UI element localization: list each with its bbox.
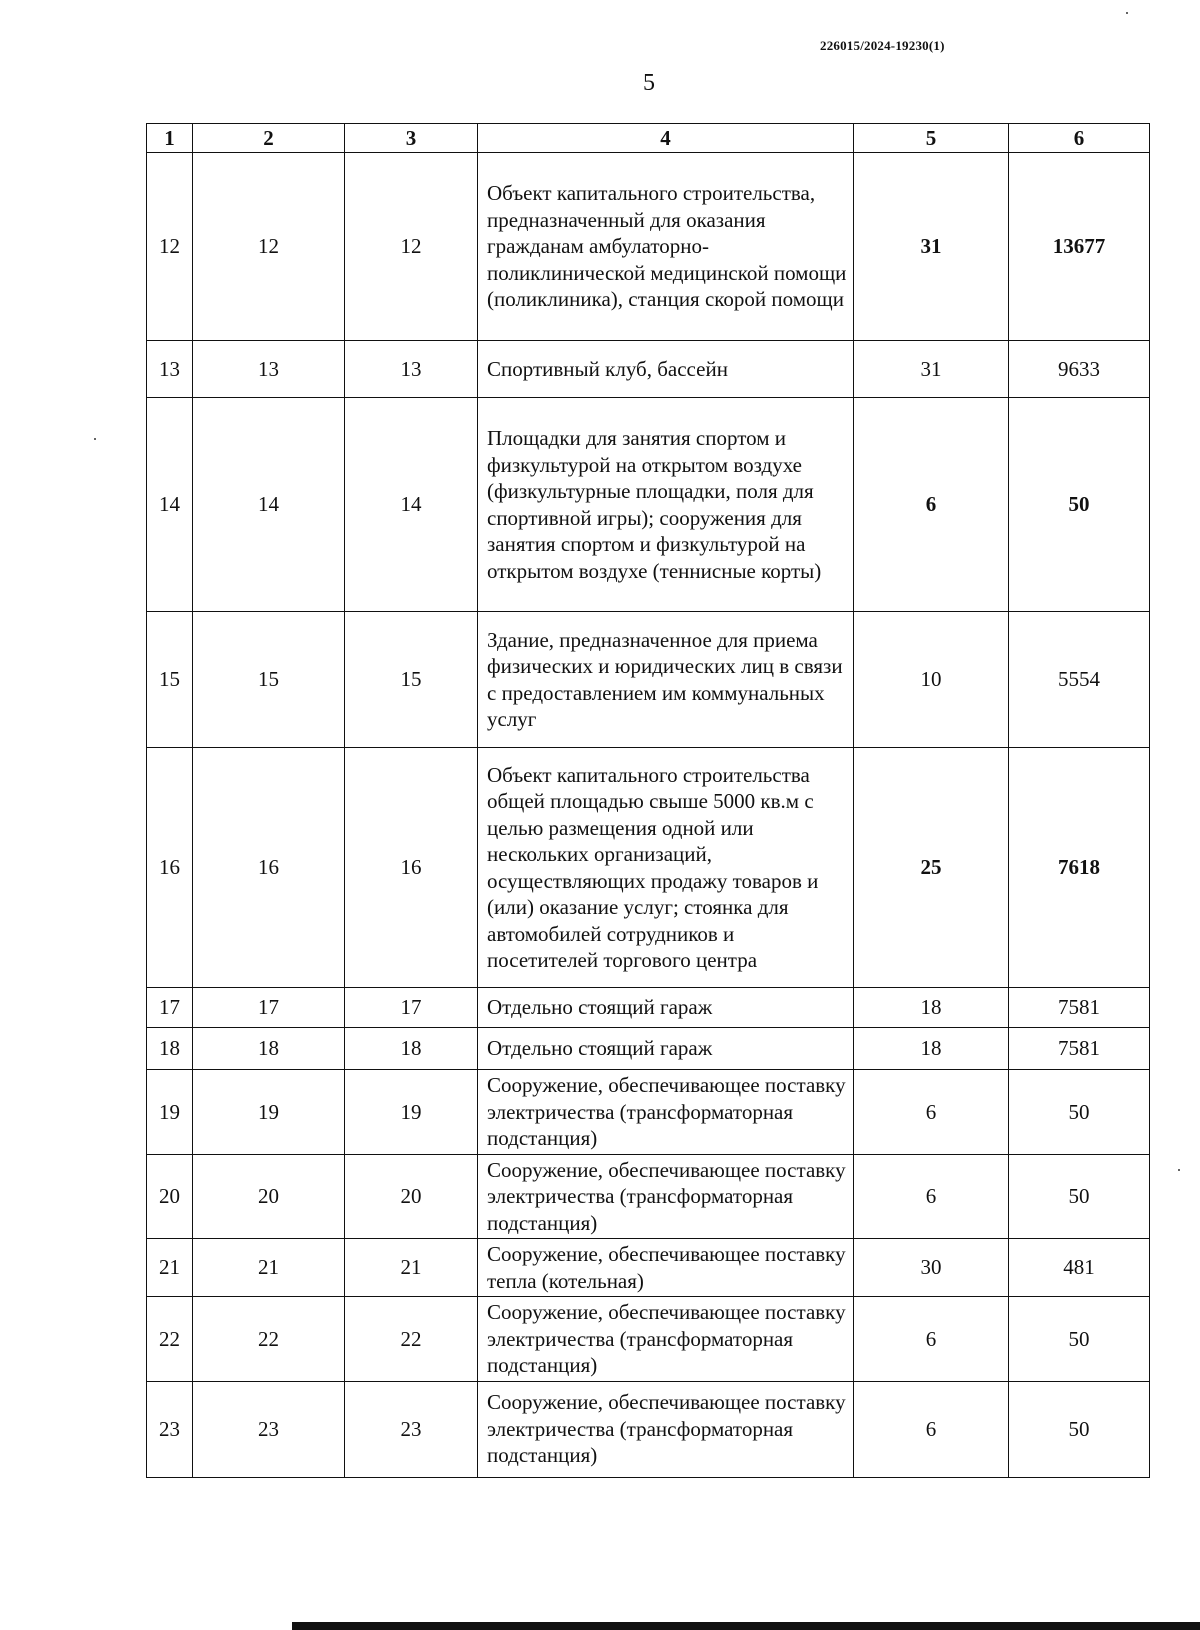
cell-c2: 18 xyxy=(193,1028,345,1070)
cell-c6: 50 xyxy=(1009,398,1150,612)
cell-c3: 13 xyxy=(345,341,478,398)
table-row xyxy=(147,1070,1150,1155)
cell-c3: 18 xyxy=(345,1028,478,1070)
header-col-2: 2 xyxy=(193,124,345,153)
cell-c1: 18 xyxy=(147,1028,193,1070)
cell-c2: 13 xyxy=(193,341,345,398)
cell-c2: 21 xyxy=(193,1239,345,1297)
cell-c3: 22 xyxy=(345,1297,478,1382)
cell-c5: 6 xyxy=(854,1297,1009,1382)
cell-c6: 5554 xyxy=(1009,612,1150,748)
cell-c1: 14 xyxy=(147,398,193,612)
cell-description: Объект капитального строительства, предназначенный для оказания гражданам амбулаторно-поликлинической медицинской помощи (поликлиника), станция скорой помощи xyxy=(478,153,854,341)
cell-c1: 20 xyxy=(147,1154,193,1239)
cell-description: Отдельно стоящий гараж xyxy=(478,988,854,1028)
table-row xyxy=(147,748,1150,988)
cell-c5: 18 xyxy=(854,1028,1009,1070)
cell-c2: 20 xyxy=(193,1154,345,1239)
header-col-5: 5 xyxy=(854,124,1009,153)
cell-c3: 23 xyxy=(345,1381,478,1477)
cell-c3: 21 xyxy=(345,1239,478,1297)
cell-c6: 7581 xyxy=(1009,1028,1150,1070)
table-header-row xyxy=(147,124,1150,153)
cell-c6: 7581 xyxy=(1009,988,1150,1028)
cell-c2: 15 xyxy=(193,612,345,748)
cell-c1: 21 xyxy=(147,1239,193,1297)
cell-c6: 50 xyxy=(1009,1070,1150,1155)
cell-c1: 15 xyxy=(147,612,193,748)
cell-c1: 22 xyxy=(147,1297,193,1382)
cell-c5: 31 xyxy=(854,341,1009,398)
cell-c6: 481 xyxy=(1009,1239,1150,1297)
cell-c2: 16 xyxy=(193,748,345,988)
cell-c2: 12 xyxy=(193,153,345,341)
cell-c3: 17 xyxy=(345,988,478,1028)
table-row xyxy=(147,1239,1150,1297)
cell-c5: 30 xyxy=(854,1239,1009,1297)
cell-c1: 13 xyxy=(147,341,193,398)
scan-speck xyxy=(1126,12,1128,14)
cell-c1: 19 xyxy=(147,1070,193,1155)
cell-description: Спортивный клуб, бассейн xyxy=(478,341,854,398)
table-row xyxy=(147,1381,1150,1477)
cell-c5: 18 xyxy=(854,988,1009,1028)
cell-c3: 16 xyxy=(345,748,478,988)
table-row xyxy=(147,1028,1150,1070)
cell-description: Здание, предназначенное для приема физических и юридических лиц в связи с предоставлением им коммунальных услуг xyxy=(478,612,854,748)
table-row xyxy=(147,398,1150,612)
page-number: 5 xyxy=(643,70,655,96)
cell-c6: 7618 xyxy=(1009,748,1150,988)
cell-c5: 6 xyxy=(854,1070,1009,1155)
header-col-1: 1 xyxy=(147,124,193,153)
cell-c3: 12 xyxy=(345,153,478,341)
cell-c1: 16 xyxy=(147,748,193,988)
cell-c5: 6 xyxy=(854,398,1009,612)
table-row xyxy=(147,1154,1150,1239)
cell-description: Сооружение, обеспечивающее поставку тепла (котельная) xyxy=(478,1239,854,1297)
table-row xyxy=(147,612,1150,748)
header-col-4: 4 xyxy=(478,124,854,153)
data-table xyxy=(146,123,1150,1478)
cell-c3: 19 xyxy=(345,1070,478,1155)
cell-c5: 25 xyxy=(854,748,1009,988)
cell-description: Площадки для занятия спортом и физкультурой на открытом воздухе (физкультурные площадки, поля для спортивной игры); сооружения для занятия спортом и физкультурой на открытом воздухе (теннисные корты) xyxy=(478,398,854,612)
cell-c1: 17 xyxy=(147,988,193,1028)
cell-c2: 19 xyxy=(193,1070,345,1155)
cell-c5: 31 xyxy=(854,153,1009,341)
cell-c6: 50 xyxy=(1009,1381,1150,1477)
header-col-3: 3 xyxy=(345,124,478,153)
scan-edge-line xyxy=(292,1622,1200,1630)
cell-c2: 22 xyxy=(193,1297,345,1382)
table-row xyxy=(147,988,1150,1028)
cell-c3: 15 xyxy=(345,612,478,748)
cell-c6: 50 xyxy=(1009,1297,1150,1382)
cell-description: Сооружение, обеспечивающее поставку электричества (трансформаторная подстанция) xyxy=(478,1381,854,1477)
cell-c5: 6 xyxy=(854,1154,1009,1239)
cell-c3: 14 xyxy=(345,398,478,612)
cell-description: Сооружение, обеспечивающее поставку электричества (трансформаторная подстанция) xyxy=(478,1070,854,1155)
table-row xyxy=(147,1297,1150,1382)
cell-description: Объект капитального строительства общей площадью свыше 5000 кв.м с целью размещения одной или нескольких организаций, осуществляющих продажу товаров и (или) оказание услуг; стоянка для автомобилей сотрудников и посетителей торгового центра xyxy=(478,748,854,988)
cell-c5: 6 xyxy=(854,1381,1009,1477)
cell-c2: 23 xyxy=(193,1381,345,1477)
scan-speck xyxy=(94,438,96,440)
cell-c5: 10 xyxy=(854,612,1009,748)
header-col-6: 6 xyxy=(1009,124,1150,153)
cell-c2: 17 xyxy=(193,988,345,1028)
scan-speck xyxy=(1178,1169,1180,1171)
cell-description: Сооружение, обеспечивающее поставку электричества (трансформаторная подстанция) xyxy=(478,1297,854,1382)
cell-description: Сооружение, обеспечивающее поставку электричества (трансформаторная подстанция) xyxy=(478,1154,854,1239)
cell-c6: 50 xyxy=(1009,1154,1150,1239)
document-number: 226015/2024-19230(1) xyxy=(820,38,945,53)
table-row xyxy=(147,153,1150,341)
table-row xyxy=(147,341,1150,398)
cell-c3: 20 xyxy=(345,1154,478,1239)
cell-c6: 9633 xyxy=(1009,341,1150,398)
cell-c1: 23 xyxy=(147,1381,193,1477)
cell-c1: 12 xyxy=(147,153,193,341)
cell-c6: 13677 xyxy=(1009,153,1150,341)
cell-c2: 14 xyxy=(193,398,345,612)
cell-description: Отдельно стоящий гараж xyxy=(478,1028,854,1070)
